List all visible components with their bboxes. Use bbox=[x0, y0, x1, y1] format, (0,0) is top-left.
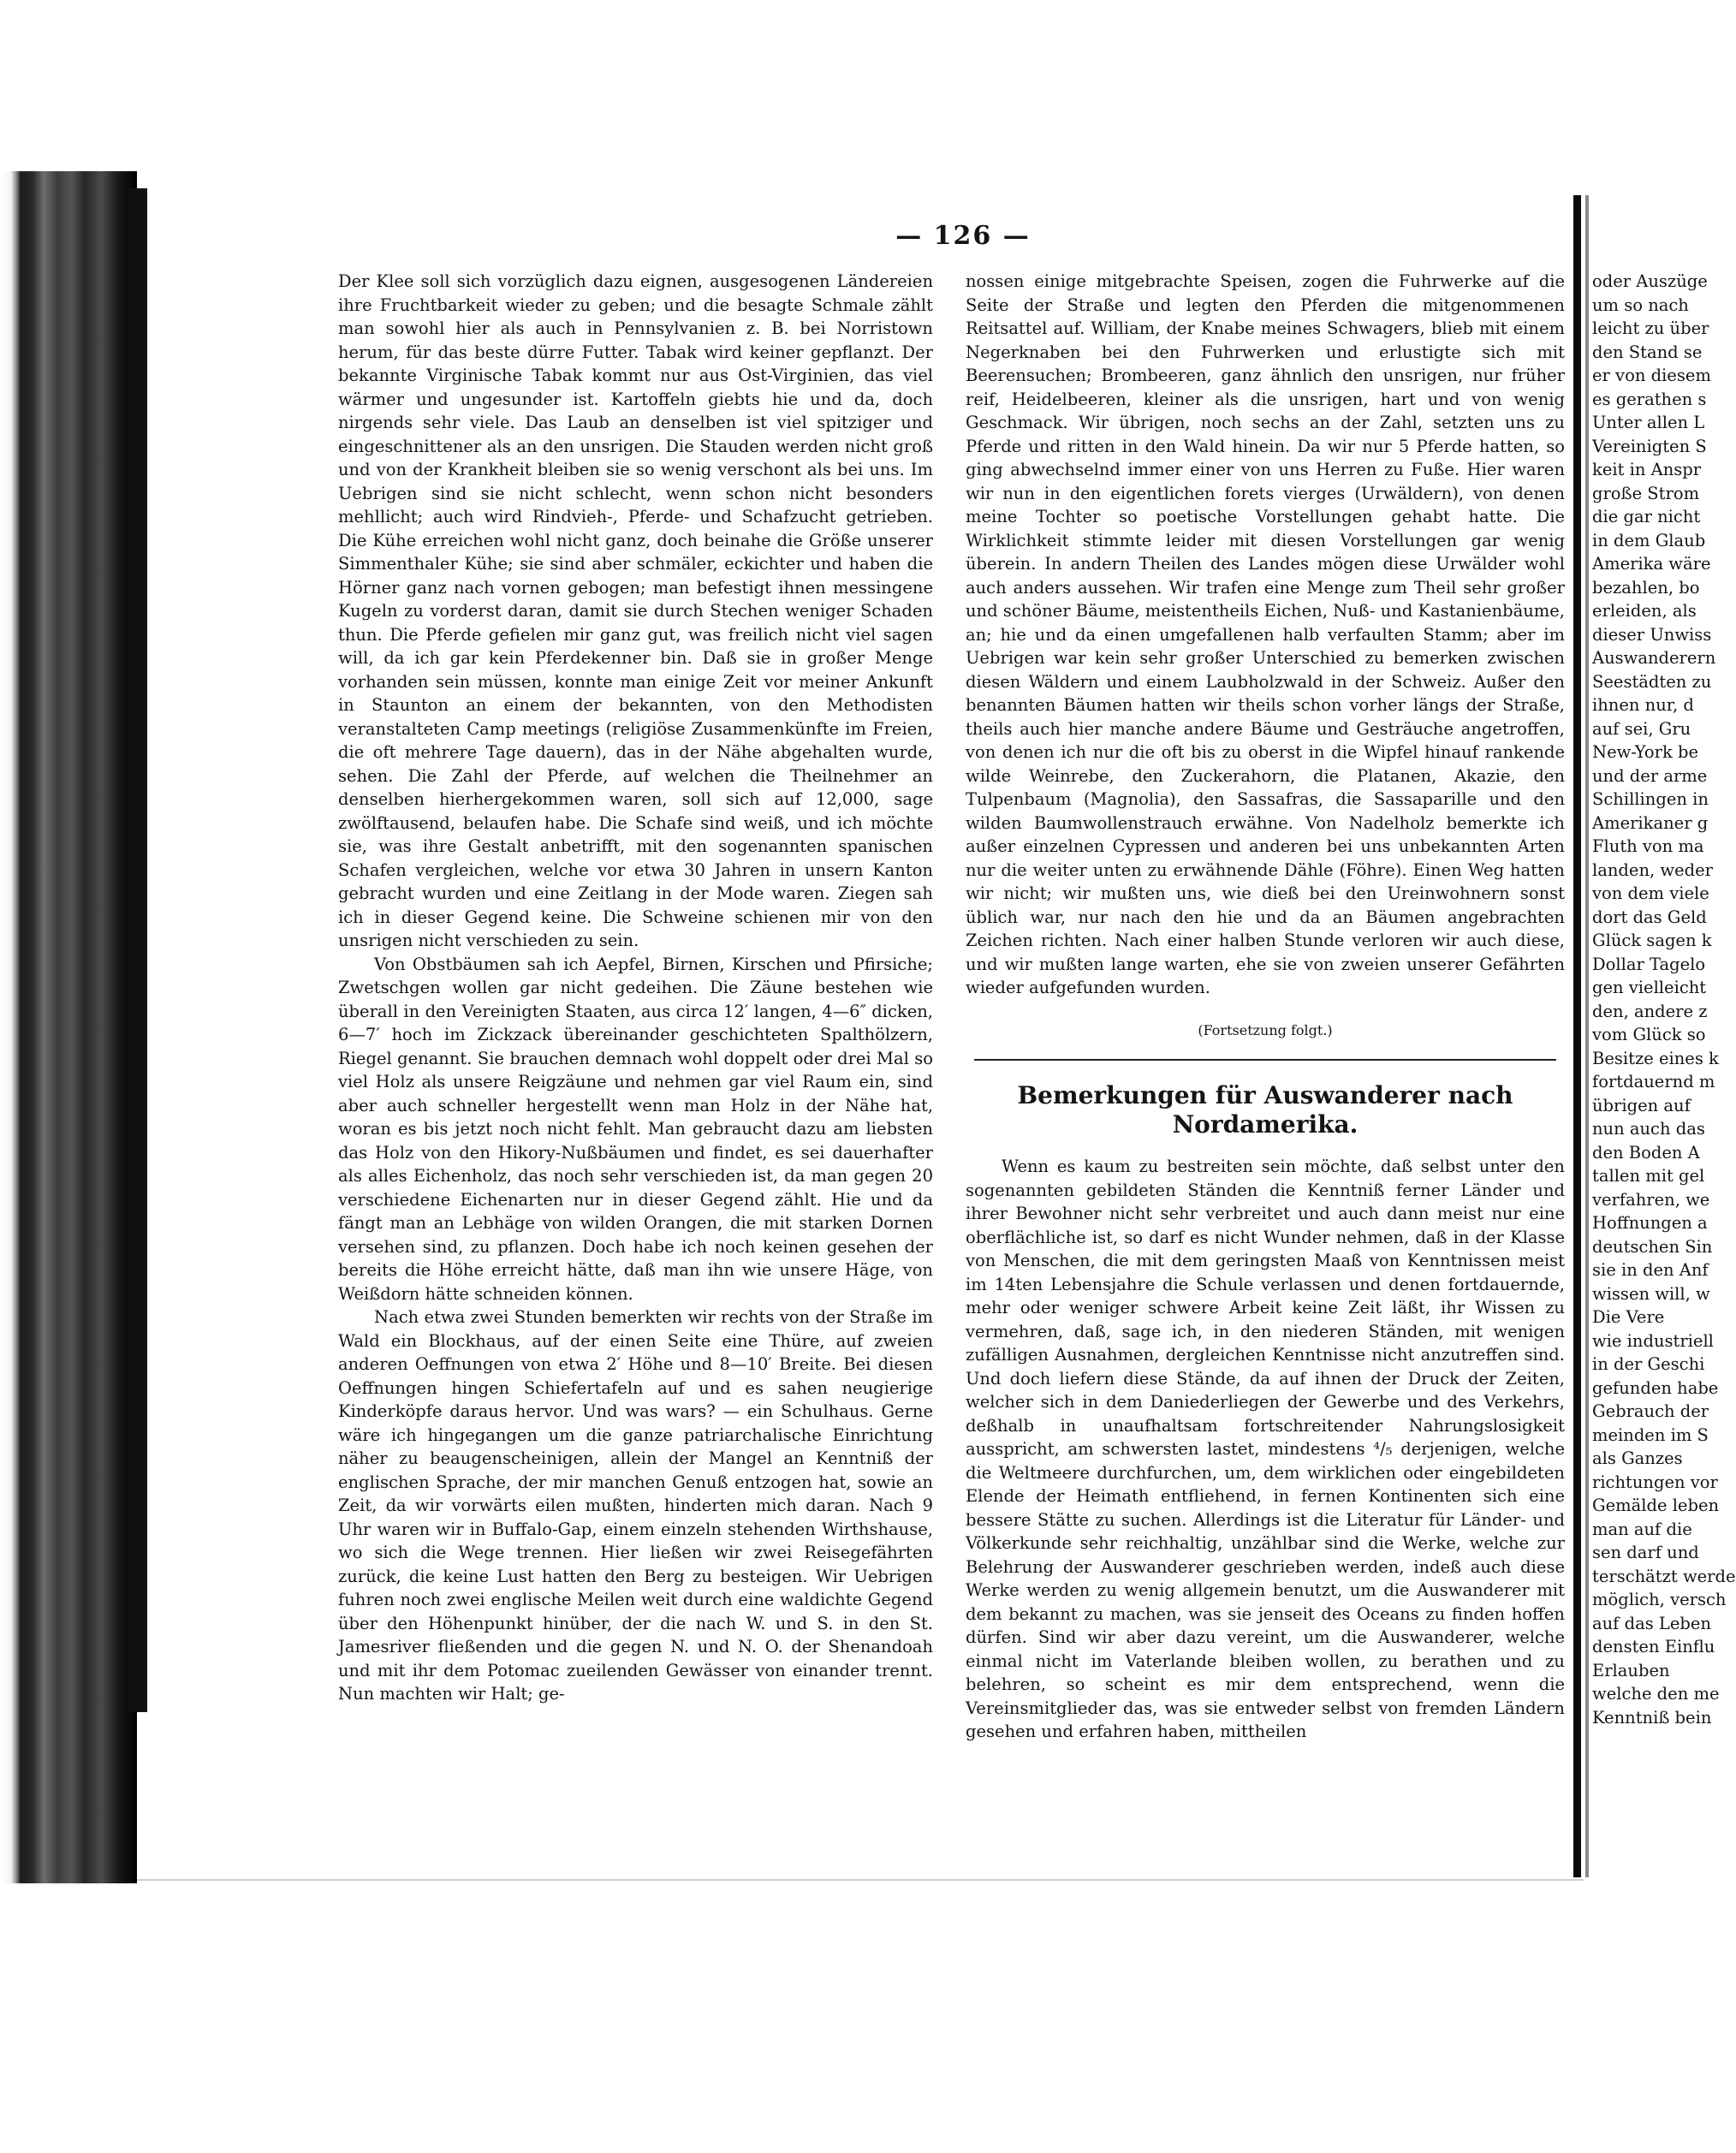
line: meinden im S bbox=[1592, 1424, 1709, 1445]
line: Amerikaner g bbox=[1592, 812, 1709, 833]
line: Unter allen L bbox=[1592, 413, 1705, 432]
line: gefunden habe bbox=[1592, 1377, 1719, 1398]
line: er von diesem bbox=[1592, 366, 1711, 385]
line: bezahlen, bo bbox=[1592, 577, 1700, 598]
line: sie in den Anf bbox=[1592, 1260, 1709, 1280]
line: Auswanderern bbox=[1592, 648, 1716, 668]
column-left bbox=[338, 270, 933, 1900]
line: um so nach bbox=[1592, 294, 1689, 315]
line: den, andere z bbox=[1592, 1001, 1708, 1021]
line: wissen will, w bbox=[1592, 1283, 1710, 1304]
line: übrigen auf bbox=[1592, 1095, 1691, 1115]
line: fortdauernd m bbox=[1592, 1072, 1715, 1091]
line: Glück sagen k bbox=[1592, 931, 1712, 950]
line: die gar nicht bbox=[1592, 507, 1701, 526]
line: dieser Unwiss bbox=[1592, 624, 1712, 645]
paragraph: Nach etwa zwei Stunden bemerkten wir rechts von der Straße im Wald ein Blockhaus, auf der einen Seite eine Thüre, auf zweien anderen Oeffnungen von etwa 2′ Höhe und 8—10′ Breite. Bei diesen Oeffnungen hingen Schiefertafeln auf und es sahen neugierige Kinderköpfe daraus hervor. Und was wars? — ein Schulhaus. Gerne wäre ich hingegangen um die ganze patriarchalische Einrichtung näher zu beaugenscheinigen, allein der Mangel an Kenntniß der englischen Sprache, der mir manchen Genuß entzogen hat, sowie an Zeit, da wir vorwärts eilen mußten, hinderten mich daran. Nach 9 Uhr waren wir in Buffalo-Gap, einem einzeln stehenden Wirthshause, wo sich die Wege trennen. Hier ließen wir zwei Reisegefährten zurück, die keine Lust hatten den Berg zu besteigen. Wir Uebrigen fuhren noch zwei englische Meilen weit durch eine waldichte Gegend über den Höhenpunkt hinüber, der die nach W. und S. in den St. Jamesriver fließenden und die gegen N. und N. O. der Shenandoah und mit ihr dem Potomac zueilenden Gewässer von einander trennt. Nun machten wir Halt; ge- bbox=[338, 1307, 933, 1704]
line: Dollar Tagelo bbox=[1592, 954, 1706, 974]
book-spine-edge bbox=[128, 188, 147, 1712]
page-fold-line bbox=[1573, 195, 1581, 1877]
line: und der arme bbox=[1592, 765, 1708, 786]
line: den Boden A bbox=[1592, 1142, 1700, 1163]
line: richtungen vor bbox=[1592, 1472, 1718, 1492]
line: große Strom bbox=[1592, 483, 1700, 503]
article-heading: Bemerkungen für Auswanderer nach Nordamerika. bbox=[1017, 1081, 1513, 1139]
line: terschätzt werde bbox=[1592, 1566, 1736, 1586]
line: New-York be bbox=[1592, 742, 1699, 762]
line: Vereinigten S bbox=[1592, 436, 1707, 456]
line: Fluth von ma bbox=[1592, 836, 1704, 856]
line: Schillingen in bbox=[1592, 789, 1709, 809]
line: Besitze eines k bbox=[1592, 1048, 1719, 1068]
line: Hoffnungen a bbox=[1592, 1213, 1708, 1233]
column-right-cropped bbox=[1592, 270, 1736, 1900]
line: möglich, versch bbox=[1592, 1590, 1727, 1609]
line: vom Glück so bbox=[1592, 1025, 1706, 1044]
line: den Stand se bbox=[1592, 342, 1703, 362]
line: landen, weder bbox=[1592, 859, 1713, 880]
page-fold-shadow bbox=[1585, 195, 1589, 1877]
line: in dem Glaub bbox=[1592, 530, 1706, 550]
column-middle bbox=[966, 270, 1565, 1900]
line: tallen mit gel bbox=[1592, 1166, 1705, 1186]
line: als Ganzes bbox=[1592, 1448, 1683, 1468]
line: Gebrauch der bbox=[1592, 1401, 1709, 1421]
line: sen darf und bbox=[1592, 1543, 1699, 1562]
line: verfahren, we bbox=[1592, 1189, 1710, 1210]
line: ihnen nur, d bbox=[1592, 695, 1694, 715]
line: keit in Anspr bbox=[1592, 460, 1702, 479]
line: Gemälde leben bbox=[1592, 1496, 1720, 1515]
paragraph: Von Obstbäumen sah ich Aepfel, Birnen, Kirschen und Pfirsiche; Zwetschgen wollen gar nicht gedeihen. Die Zäune bestehen wie überall in den Vereinigten Staaten, aus circa 12′ langen, 4—6″ dicken, 6—7′ hoch im Zickzack übereinander geschichteten Spalthölzern, Riegel genannt. Sie brauchen demnach wohl doppelt oder drei Mal so viel Holz als unsere Reigzäune und nehmen gar viel Raum ein, sind aber auch schneller hergestellt wenn man Holz in der Nähe hat, woran es bis jetzt noch nicht fehlt. Man gebraucht dazu am liebsten das Holz von den Hikory-Nußbäumen und findet, es sei dauerhafter als alles Eichenholz, das noch sehr verschieden ist, da man gegen 20 verschiedene Eichenarten nur in dieser Gegend zählt. Hie und da fängt man an Lebhäge von wilden Orangen, die mit starken Dornen versehen sind, zu pflanzen. Doch habe ich noch keinen gesehen der bereits die Höhe erreicht hätte, daß man ihn wie unsere Häge, von Weißdorn hätte schneiden können. bbox=[338, 954, 933, 1304]
line: wie industriell bbox=[1592, 1330, 1714, 1351]
line: Kenntniß bein bbox=[1592, 1707, 1712, 1728]
line: es gerathen s bbox=[1592, 389, 1707, 409]
line: dort das Geld bbox=[1592, 907, 1707, 927]
line: nun auch das bbox=[1592, 1119, 1705, 1139]
book-gutter-shadow bbox=[0, 171, 137, 1883]
line: leicht zu über bbox=[1592, 318, 1709, 338]
line: Erlauben bbox=[1592, 1660, 1670, 1680]
line: in der Geschi bbox=[1592, 1354, 1705, 1374]
line: oder Auszüge bbox=[1592, 271, 1708, 291]
paragraph: Wenn es kaum zu bestreiten sein möchte, daß selbst unter den sogenannten gebildeten Ständen die Kenntniß ferner Länder und ihrer Bewohner nicht sehr verbreitet und auch dann meist nur eine oberflächliche ist, so darf es nicht Wunder nehmen, daß in der Klasse von Menschen, die mit dem geringsten Maaß von Kenntnissen meist im 14ten Lebensjahre die Schule verlassen und denen fortdauernde, mehr oder weniger schwere Arbeit keine Zeit läßt, ihr Wissen zu vermehren, daß, sage ich, in den niederen Ständen, mit wenigen zufälligen Ausnahmen, dergleichen Kenntnisse nicht anzutreffen sind. Und doch liefern diese Stände, da auf ihnen der Druck der Zeiten, welcher sich in dem Daniederliegen der Gewerbe und des Verkehrs, deßhalb in unaufhaltsam fortschreitender Nahrungslosigkeit ausspricht, am schwersten lastet, mindestens ⁴/₅ derjenigen, welche die Weltmeere durchfurchen, um, dem wirklichen oder eingebildeten Elende der Heimath entfliehend, in fernen Kontinenten sich eine bessere Stätte zu suchen. Allerdings ist die Literatur für Länder- und Völkerkunde sehr reichhaltig, unzählbar sind die Werke, welche zur Belehrung der Auswanderer geschrieben werden, indeß auch diese Werke werden zu wenig allgemein benutzt, um die Auswanderer mit dem bekannt zu machen, was sie jenseit des Oceans zu finden hoffen dürfen. Sind wir aber dazu vereint, um die Auswanderer, welche einmal nicht im Vaterlande bleiben wollen, zu berathen und zu belehren, so scheint es mir dem entsprechend, wenn die Vereinsmitglieder das, was sie entweder selbst von fremden Ländern gesehen und erfahren haben, mittheilen bbox=[966, 1157, 1565, 1741]
line: densten Einflu bbox=[1592, 1637, 1715, 1656]
line: von dem viele bbox=[1592, 883, 1709, 903]
paragraph: nossen einige mitgebrachte Speisen, zogen die Fuhrwerke auf die Seite der Straße und legten den Pferden die mitgenommenen Reitsattel auf. William, der Knabe meines Schwagers, blieb mit einem Negerknaben bei den Fuhrwerken und erlustigte sich mit Beerensuchen; Brombeeren, ganz ähnlich den unsrigen, nur früher reif, Heidelbeeren, kleiner als die unsrigen, hart und von wenig Geschmack. Wir übrigen, noch sechs an der Zahl, setzten uns zu Pferde und ritten in den Wald hinein. Da wir nur 5 Pferde hatten, so ging abwechselnd immer einer von uns Herren zu Fuße. Hier waren wir nun in den eigentlichen forets vierges (Urwäldern), von denen meine Tochter so poetische Vorstellungen gehabt hatte. Die Wirklichkeit stimmte leider mit diesen Vorstellungen gar wenig überein. In andern Theilen des Landes mögen diese Urwälder wohl auch anders aussehen. Wir trafen eine Menge zum Theil sehr großer und schöner Bäume, meistentheils Eichen, Nuß- und Kastanienbäume, an; hie und da einen umgefallenen halb verfaulten Stamm; aber im Uebrigen war kein sehr großer Unterschied zu bemerken zwischen diesen Wäldern und einem Laubholzwald in der Schweiz. Außer den benannten Bäumen hatten wir theils schon vorher längs der Straße, theils auch hier manche andere Bäume und Gesträuche angetroffen, von denen ich nur die oft bis zu oberst in die Wipfel hinauf rankende wilde Weinrebe, den Zuckerahorn, die Platanen, Akazie, den Tulpenbaum (Magnolia), den Sassafras, die Sassaparille und den wilden Baumwollenstrauch erwähne. Von Nadelholz bemerkte ich außer einzelnen Cypressen und anderen bei uns unbekannten Arten nur die weiter unten zu erwähnende Dähle (Föhre). Einen Weg hatten wir nicht; wir mußten uns, wie dieß bei den Ureinwohnern sonst üblich war, nur nach den hie und da an Bäumen angebrachten Zeichen richten. Nach einer halben Stunde verloren wir auch diese, und wir mußten lange warten, ehe sie von zweien unserer Gefährten wieder aufgefunden wurden. bbox=[966, 271, 1565, 997]
line: Amerika wäre bbox=[1592, 554, 1711, 574]
line: auf sei, Gru bbox=[1592, 718, 1691, 739]
line: auf das Leben bbox=[1592, 1613, 1711, 1633]
section-divider bbox=[974, 1059, 1556, 1061]
line: gen vielleicht bbox=[1592, 978, 1707, 997]
line: deutschen Sin bbox=[1592, 1236, 1713, 1257]
page-number: — 126 — bbox=[895, 221, 1031, 251]
line: erleiden, als bbox=[1592, 601, 1697, 621]
continuation-note: (Fortsetzung folgt.) bbox=[1198, 1021, 1333, 1038]
paragraph: Der Klee soll sich vorzüglich dazu eignen, ausgesogenen Ländereien ihre Fruchtbarkeit wieder zu geben; und die besagte Schmale zählt man sowohl hier als auch in Pennsylvanien z. B. bei Norristown herum, für das beste dürre Futter. Tabak wird keiner gepflanzt. Der bekannte Virginische Tabak kommt nur aus Ost-Virginien, das viel wärmer und ungesunder ist. Kartoffeln giebts hie und da, doch nirgends sehr viele. Das Laub an denselben ist viel spitziger und eingeschnittener als an den unsrigen. Die Stauden werden nicht groß und von der Krankheit bleiben sie so wenig verschont als bei uns. Im Uebrigen sind sie nicht schlecht, wenn schon nicht besonders mehllicht; auch wird Rindvieh-, Pferde- und Schafzucht getrieben. Die Kühe erreichen wohl nicht ganz, doch beinahe die Größe unserer Simmenthaler Kühe; sie sind aber schmäler, eckichter und haben die Hörner ganz nach vornen gebogen; man befestigt ihnen messingene Kugeln zu vorderst daran, damit sie durch Stechen weniger Schaden thun. Die Pferde gefielen mir ganz gut, was freilich nicht viel sagen will, da ich gar kein Pferdekenner bin. Daß sie in großer Menge vorhanden sein müssen, konnte man einige Zeit vor meiner Ankunft in Staunton an einem der bekannten, von den Methodisten veranstalteten Camp meetings (religiöse Zusammenkünfte im Freien, die oft mehrere Tage dauern), das in der Nähe abgehalten wurde, sehen. Die Zahl der Pferde, auf welchen die Theilnehmer an denselben hierhergekommen waren, soll sich auf 12,000, sage zwölftausend, belaufen habe. Die Schafe sind weiß, und ich möchte sie, was ihre Gestalt anbetrifft, mit den sogenannten spanischen Schafen vergleichen, welche vor etwa 30 Jahren in unsern Kanton gebracht wurden und eine Zeitlang in der Mode waren. Ziegen sah ich in dieser Gegend keine. Die Schweine schienen mir von den unsrigen nicht verschieden zu sein. bbox=[338, 271, 933, 950]
line: welche den me bbox=[1592, 1684, 1720, 1704]
line: Seestädten zu bbox=[1592, 671, 1712, 692]
line: man auf die bbox=[1592, 1519, 1692, 1539]
line: Die Vere bbox=[1592, 1307, 1665, 1327]
